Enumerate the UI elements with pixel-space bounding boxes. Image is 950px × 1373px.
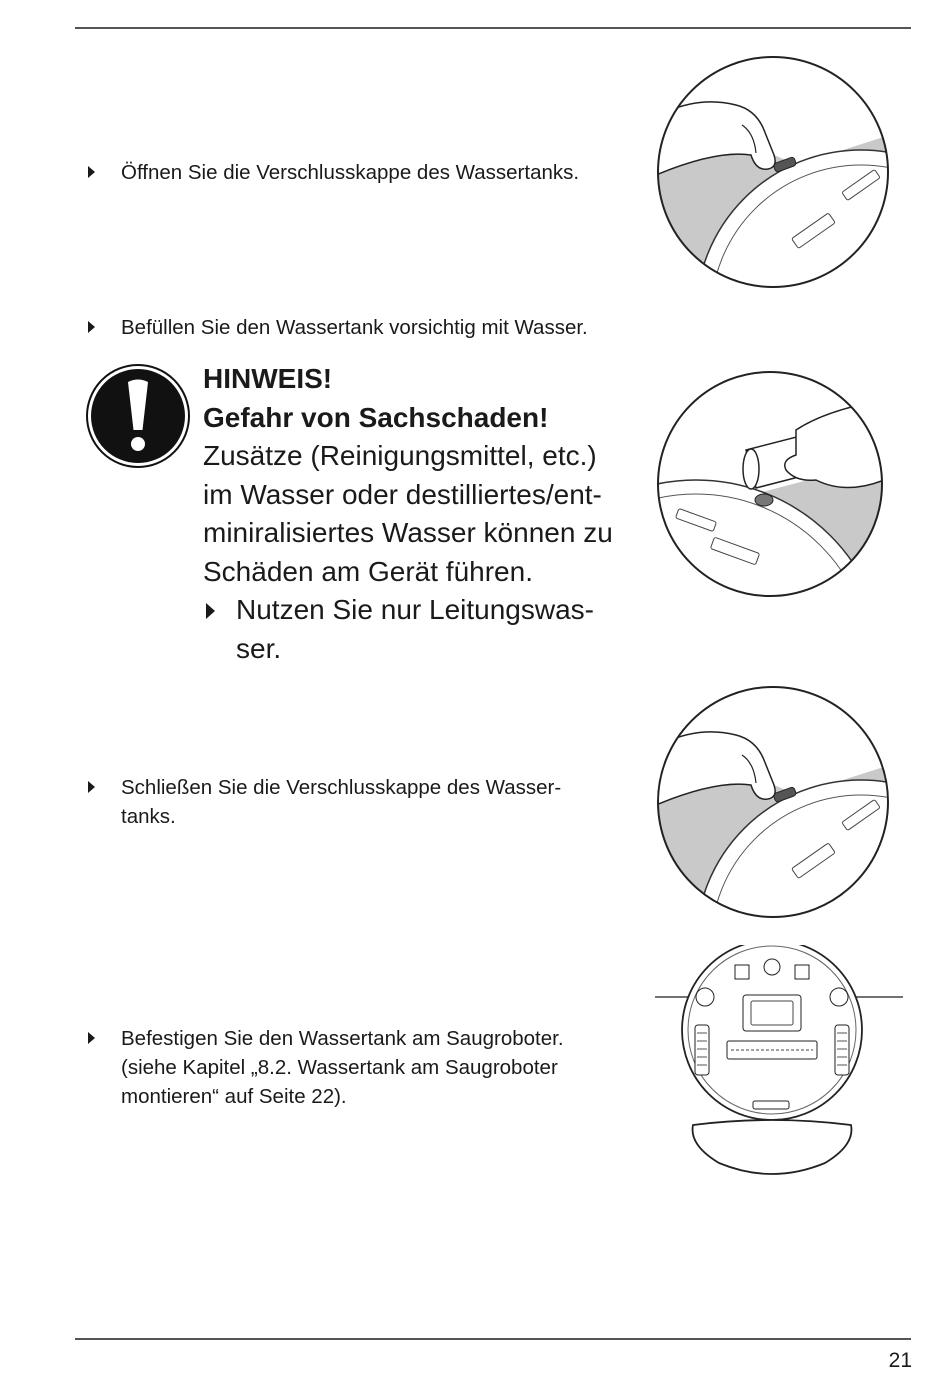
fill-water-illustration: [656, 370, 884, 598]
open-cap-illustration: [656, 55, 890, 289]
step-text-line: Befüllen Sie den Wassertank vorsichtig mit Wasser.: [121, 316, 588, 339]
notice-instruction: [236, 591, 633, 668]
notice-subheading: Gefahr von Sachschaden!: [203, 401, 549, 433]
step-text-line: (siehe Kapitel „8.2. Wassertank am Saugroboter: [121, 1056, 558, 1079]
exclamation-warning-icon: [86, 364, 190, 468]
notice-body-line: im Wasser oder destilliertes/ent-: [203, 478, 602, 510]
notice-body-line: Schäden am Gerät führen.: [203, 555, 533, 587]
step-attach-tank: [88, 1024, 628, 1111]
step-text-line: Schließen Sie die Verschlusskappe des Wasser-: [121, 776, 562, 799]
step-text-line: tanks.: [121, 805, 176, 828]
triangle-bullet-icon: [88, 781, 95, 793]
step-text-line: Befestigen Sie den Wassertank am Saugroboter.: [121, 1027, 564, 1050]
footer-rule: [75, 1338, 911, 1340]
robot-underside-illustration: [655, 945, 905, 1185]
triangle-bullet-icon: [206, 603, 215, 619]
step-text-line: montieren“ auf Seite 22).: [121, 1085, 347, 1108]
notice-instruction-line: Nutzen Sie nur Leitungswas-: [236, 594, 594, 625]
triangle-bullet-icon: [88, 321, 95, 333]
notice-body-line: Zusätze (Reinigungsmittel, etc.): [203, 440, 597, 471]
close-cap-illustration: [656, 685, 890, 919]
safety-notice: [203, 360, 633, 668]
triangle-bullet-icon: [88, 1032, 95, 1044]
page-number: 21: [888, 1349, 912, 1372]
step-text-line: Öffnen Sie die Verschlusskappe des Wassertanks.: [121, 161, 580, 184]
triangle-bullet-icon: [88, 166, 95, 178]
notice-body-line: miniralisiertes Wasser können zu: [203, 517, 613, 548]
step-fill-tank: [88, 313, 628, 342]
header-rule: [75, 27, 911, 29]
step-close-cap: [88, 773, 628, 831]
notice-instruction-line: ser.: [236, 632, 282, 664]
notice-heading: HINWEIS!: [203, 363, 333, 394]
step-open-cap: [88, 158, 628, 187]
